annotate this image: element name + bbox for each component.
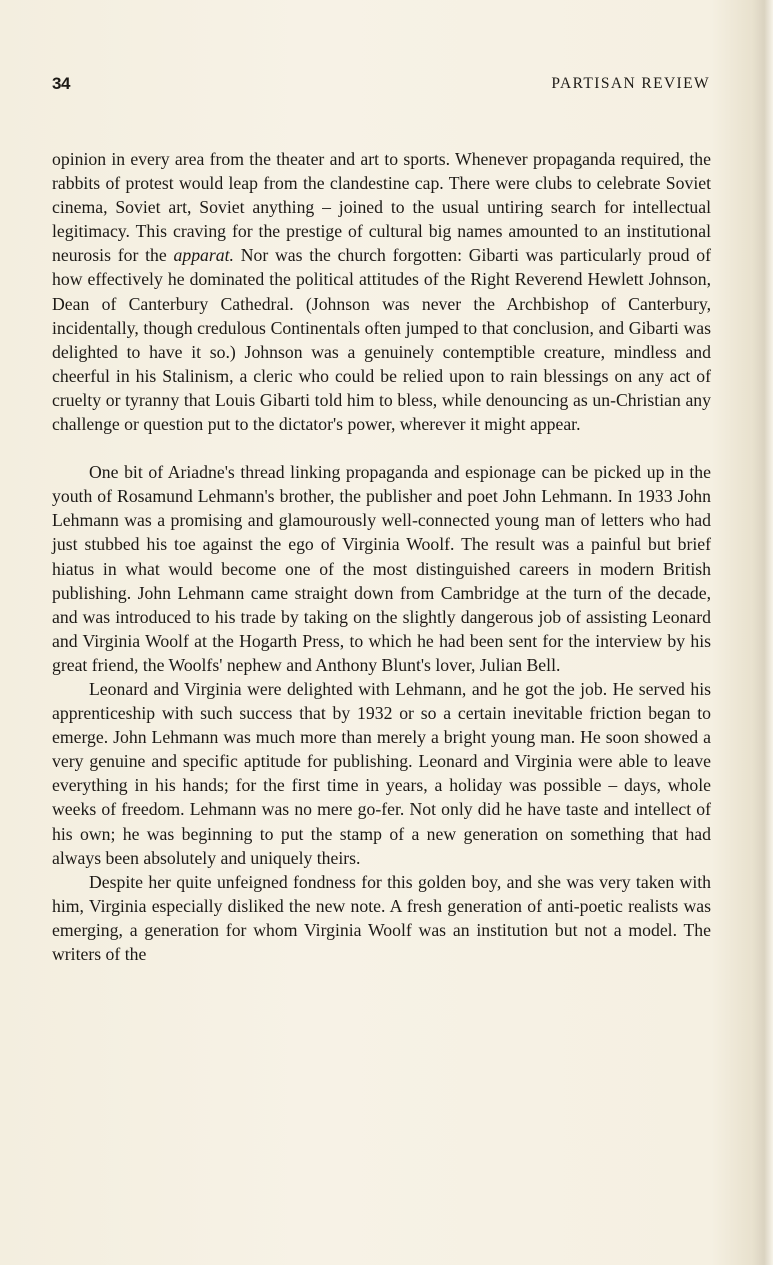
paragraph-1-text-a: opinion in every area from the theater and art to sports. Whenever propaganda required, the rabbits of protest would leap from the clandestine cap. There were clubs to celebrate Soviet cinema, Soviet art, Soviet anything – joined to the usual untiring search for intellectual legitimacy. This craving for the prestige of cultural big names amounted to an institutional neurosis for the [52, 149, 711, 266]
paragraph-1 [52, 147, 711, 436]
running-head [52, 74, 710, 96]
paragraph-4: Despite her quite unfeigned fondness for this golden boy, and she was very taken with him, Virginia especially disliked the new note. A fresh generation of anti-poetic realists was emerging, a generation for whom Virginia Woolf was an institution but not a model. The writers of the [52, 871, 711, 964]
paragraph-2: One bit of Ariadne's thread linking propaganda and espionage can be picked up in the youth of Rosamund Lehmann's brother, the publisher and poet John Lehmann. In 1933 John Lehmann was a promising and glamourously well-connected young man of letters who had just stubbed his toe against the ego of Virginia Woolf. The result was a painful but brief hiatus in what would become one of the most distinguished careers in modern British publishing. John Lehmann came straight down from Cambridge at the turn of the decade, and was introduced to his trade by taking on the slightly dangerous job of assisting Leonard and Virginia Woolf at the Hogarth Press, to which he had been sent for the interview by his great friend, the Woolfs' nephew and Anthony Blunt's lover, Julian Bell. [52, 462, 711, 675]
page-edge-shadow [751, 0, 773, 1265]
paragraph-1-italic-term: apparat. [173, 245, 234, 266]
body-text [52, 147, 711, 966]
journal-title: PARTISAN REVIEW [551, 75, 710, 92]
page-number: 34 [52, 74, 70, 93]
paragraph-3: Leonard and Virginia were delighted with Lehmann, and he got the job. He served his apprenticeship with such success that by 1932 or so a certain inevitable friction began to emerge. John Lehmann was much more than merely a bright young man. He soon showed a very genuine and specific aptitude for publishing. Leonard and Virginia were able to leave everything in his hands; for the first time in years, a holiday was possible – days, whole weeks of freedom. Lehmann was no mere go-fer. Not only did he have taste and intellect of his own; he was beginning to put the stamp of a new generation on something that had always been absolutely and uniquely theirs. [52, 678, 711, 868]
paragraph-1-text-b: Nor was the church forgotten: Gibarti was particularly proud of how effectively he dominated the political attitudes of the Right Reverend Hewlett Johnson, Dean of Canterbury Cathedral. (Johnson was never the Archbishop of Canterbury, incidentally, though credulous Continentals often jumped to that conclusion, and Gibarti was delighted to have it so.) Johnson was a genuinely contemptible creature, mindless and cheerful in his Stalinism, a cleric who could be relied upon to rain blessings on any act of cruelty or tyranny that Louis Gibarti told him to bless, while denouncing as un-Christian any challenge or question put to the dictator's power, wherever it might appear. [52, 245, 711, 435]
